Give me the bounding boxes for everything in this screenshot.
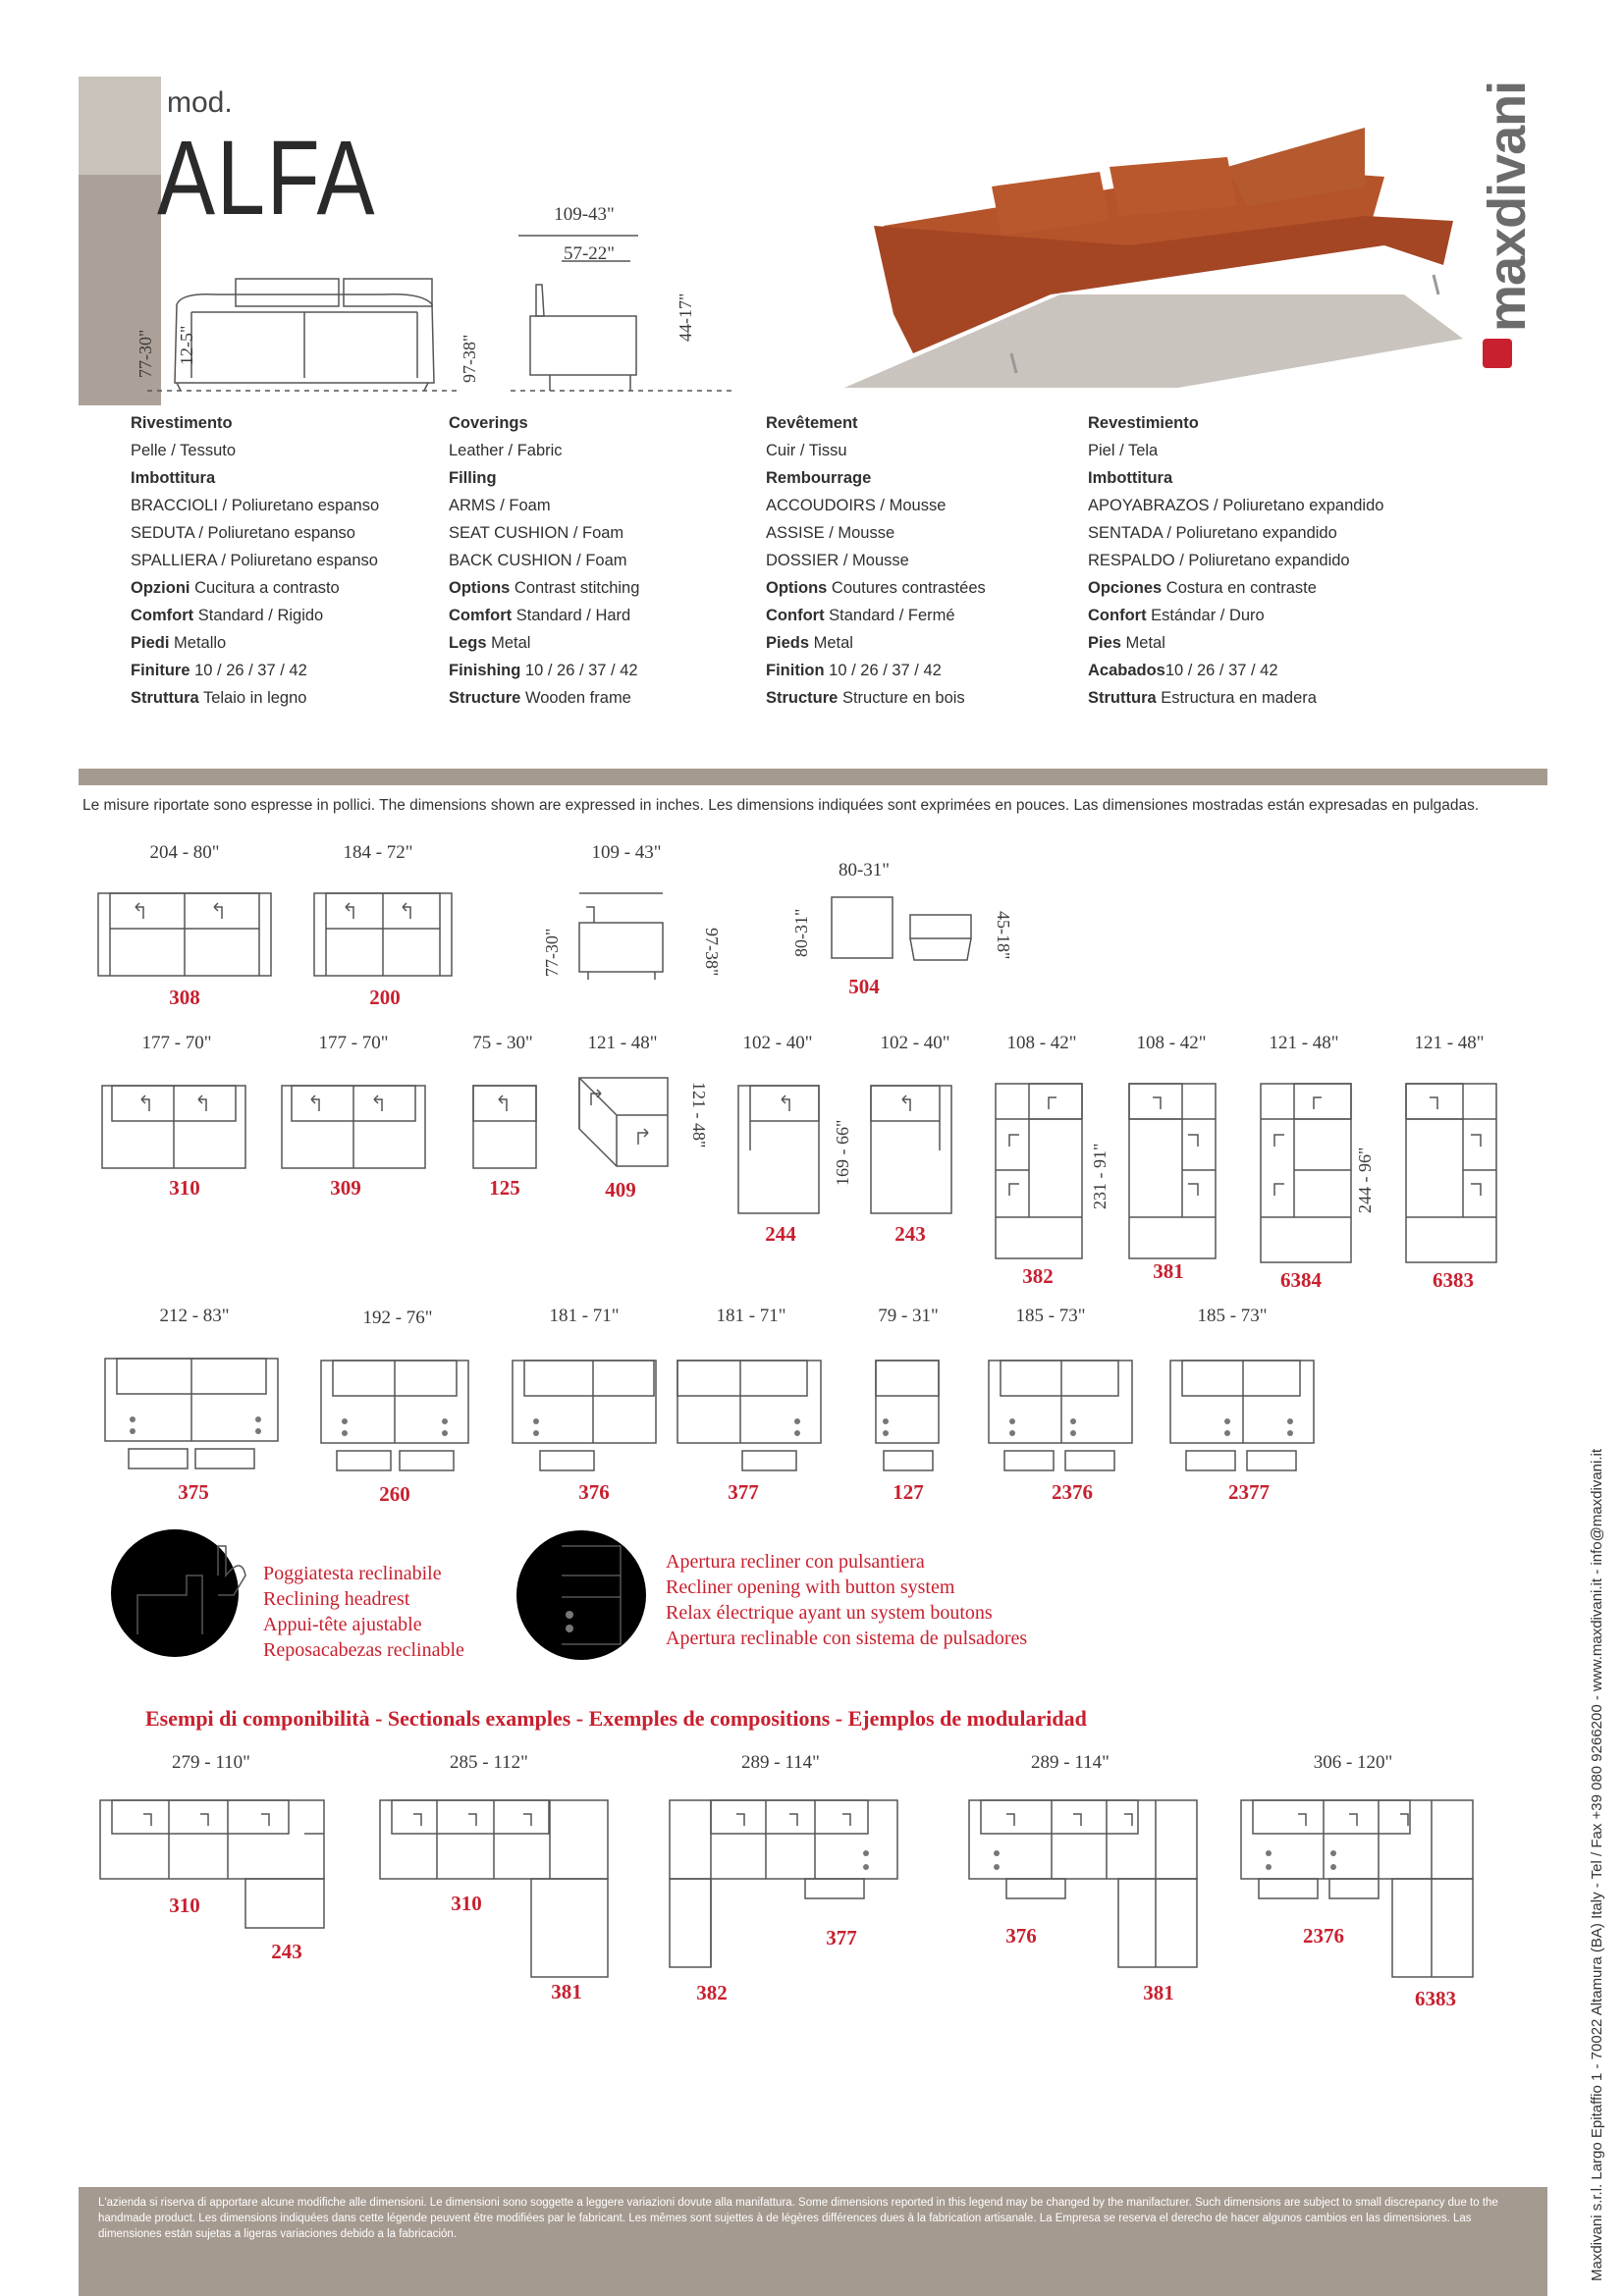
footer-text: L'azienda si riserva di apportare alcune modifiche alle dimensioni. Le dimensioni sono soggette a leggere variazioni dovute alla manifattura. Some dimensions reported in this legend may be changed by the manifacturer. Such dimensions are subject to small discrepancy due to the handmade product. Les dimensions indiquées dans cette légende peuvent être modifiées par le fabricant. Les mêmes sont sujettes à de légères différences dues à la fabrication artisanale. La Empresa se reserva el derecho de hacer algunos cambios en las dimensiones. Las dimensiones están sujetas a ligeras variaciones debido a la fabricación. <box>98 2197 1498 2240</box>
example-2-dim: 285 - 112" <box>450 1752 528 1773</box>
spec-line <box>449 574 639 602</box>
spec-text: Estructura en madera <box>1156 689 1317 707</box>
spec-heading: Opciones <box>1088 579 1163 597</box>
spec-text: Standard / Rigido <box>193 607 324 624</box>
spec-heading: Comfort <box>449 607 513 624</box>
dim-pouf: 80-31" <box>838 860 891 881</box>
spec-text: Metallo <box>169 634 227 652</box>
legend-recliner-es: Apertura reclinable con sistema de pulsadores <box>666 1628 1028 1649</box>
spec-heading: Piedi <box>131 634 170 652</box>
spec-text: Coutures contrastées <box>827 579 986 597</box>
code-409: 409 <box>605 1178 636 1201</box>
code-504: 504 <box>848 975 880 998</box>
legend-headrest-it: Poggiatesta reclinabile <box>263 1563 442 1584</box>
dim-6383: 121 - 48" <box>1414 1033 1485 1053</box>
dim-382: 108 - 42" <box>1006 1033 1077 1053</box>
spec-text: ARMS / Foam <box>449 497 551 514</box>
dim-381: 108 - 42" <box>1136 1033 1207 1053</box>
spec-text: ACCOUDOIRS / Mousse <box>766 497 947 514</box>
spec-text: Costura en contraste <box>1162 579 1317 597</box>
code-6384: 6384 <box>1280 1268 1322 1292</box>
spec-line <box>449 629 639 657</box>
dim-2376: 185 - 73" <box>1015 1306 1086 1326</box>
example-5-dim: 306 - 120" <box>1313 1752 1393 1773</box>
module-375-drawing <box>103 1355 280 1472</box>
spec-text: Telaio in legno <box>198 689 307 707</box>
module-309-drawing <box>280 1082 427 1170</box>
spec-text: Metal <box>486 634 531 652</box>
spec-heading: Confort <box>1088 607 1147 624</box>
code-260: 260 <box>379 1482 410 1506</box>
examples-title: Esempi di componibilità - Sectionals examples - Exemples de compositions - Ejemplos de modularidad <box>145 1706 1087 1731</box>
module-127-drawing <box>874 1357 943 1474</box>
module-243-drawing <box>869 1082 957 1219</box>
spec-text: 10 / 26 / 37 / 42 <box>189 662 307 679</box>
spec-line <box>449 464 639 492</box>
dim-side-height: 77-30" <box>542 928 562 977</box>
spec-line <box>1088 547 1383 574</box>
spec-text: BRACCIOLI / Poliuretano espanso <box>131 497 380 514</box>
header-tab-light <box>79 77 161 175</box>
spec-heading: Revêtement <box>766 414 858 432</box>
module-377-drawing <box>676 1357 823 1474</box>
example-4-code-b: 381 <box>1143 1981 1174 2004</box>
spec-line <box>1088 629 1383 657</box>
spec-line <box>449 409 639 437</box>
dim-125: 75 - 30" <box>472 1033 533 1053</box>
spec-line <box>131 492 379 519</box>
module-310-drawing <box>100 1082 247 1170</box>
example-4-dim: 289 - 114" <box>1031 1752 1110 1773</box>
example-3-code-a: 382 <box>696 1981 728 2004</box>
spec-text: BACK CUSHION / Foam <box>449 552 627 569</box>
spec-line <box>449 684 639 712</box>
example-3-dim: 289 - 114" <box>741 1752 820 1773</box>
legend-recliner-it: Apertura recliner con pulsantiera <box>666 1551 925 1573</box>
module-200-drawing <box>312 889 455 978</box>
example-5-code-b: 6383 <box>1415 1987 1456 2010</box>
spec-heading: Finishing <box>449 662 521 679</box>
dim-244: 102 - 40" <box>742 1033 813 1053</box>
spec-heading: Finiture <box>131 662 190 679</box>
code-308: 308 <box>169 986 200 1009</box>
spec-line <box>449 602 639 629</box>
spec-text: 10 / 26 / 37 / 42 <box>1164 662 1278 679</box>
spec-line <box>766 492 986 519</box>
spec-heading: Pies <box>1088 634 1121 652</box>
brand-logo-box <box>1483 339 1512 368</box>
spec-line <box>131 629 379 657</box>
example-1-dim: 279 - 110" <box>172 1752 250 1773</box>
dim-127: 79 - 31" <box>878 1306 939 1326</box>
spec-text: Wooden frame <box>520 689 631 707</box>
spec-text: SENTADA / Poliuretano expandido <box>1088 524 1337 542</box>
spec-text: SEDUTA / Poliuretano espanso <box>131 524 355 542</box>
dim-376: 181 - 71" <box>549 1306 620 1326</box>
dim-243: 102 - 40" <box>880 1033 950 1053</box>
dim-260: 192 - 76" <box>362 1308 433 1328</box>
spec-line <box>1088 437 1383 464</box>
spec-spanish <box>1088 409 1383 712</box>
spec-line <box>766 574 986 602</box>
example-4-code-a: 376 <box>1005 1924 1037 1948</box>
dim-308: 204 - 80" <box>149 842 220 863</box>
spec-text: Estándar / Duro <box>1146 607 1265 624</box>
code-125: 125 <box>489 1176 520 1200</box>
spec-line <box>449 492 639 519</box>
spec-line <box>449 657 639 684</box>
sofa-side-view-drawing <box>511 226 746 402</box>
example-2-code-b: 381 <box>551 1980 582 2003</box>
spec-text: ASSISE / Mousse <box>766 524 895 542</box>
spec-text: DOSSIER / Mousse <box>766 552 909 569</box>
module-308-drawing <box>96 889 273 978</box>
spec-heading: Imbottitura <box>131 469 216 487</box>
module-376-drawing <box>511 1357 658 1474</box>
spec-text: 10 / 26 / 37 / 42 <box>824 662 942 679</box>
spec-line <box>449 437 639 464</box>
dim-244-depth: 169 - 66" <box>833 1119 852 1186</box>
code-2377: 2377 <box>1228 1480 1270 1504</box>
dim-310: 177 - 70" <box>141 1033 212 1053</box>
spec-heading: Struttura <box>1088 689 1157 707</box>
recliner-button-icon <box>513 1526 655 1669</box>
dim-side-raised: 97-38" <box>702 928 722 977</box>
spec-line <box>131 437 379 464</box>
spec-line <box>1088 492 1383 519</box>
spec-heading: Imbottitura <box>1088 469 1173 487</box>
dim-6384-depth: 244 - 96" <box>1355 1147 1375 1213</box>
spec-french <box>766 409 986 712</box>
dim-309: 177 - 70" <box>318 1033 389 1053</box>
code-309: 309 <box>330 1176 361 1200</box>
spec-line <box>1088 684 1383 712</box>
spec-text: Metal <box>1120 634 1165 652</box>
module-6383-drawing <box>1404 1080 1502 1266</box>
spec-text: Cucitura a contrasto <box>189 579 340 597</box>
dim-375: 212 - 83" <box>159 1306 230 1326</box>
code-377: 377 <box>728 1480 759 1504</box>
spec-line <box>131 519 379 547</box>
spec-line <box>131 574 379 602</box>
dim-seat-depth: 57-22" <box>563 243 616 264</box>
module-382-drawing <box>994 1080 1087 1261</box>
dim-height-raised: 97-38" <box>460 334 479 383</box>
dim-200: 184 - 72" <box>343 842 413 863</box>
spec-heading: Rivestimento <box>131 414 233 432</box>
spec-line <box>131 464 379 492</box>
spec-line <box>449 519 639 547</box>
spec-line <box>1088 602 1383 629</box>
example-2-code-a: 310 <box>451 1892 482 1915</box>
spec-heading: Options <box>449 579 511 597</box>
mod-label: mod. <box>167 86 233 119</box>
spec-line <box>1088 574 1383 602</box>
spec-text: Pelle / Tessuto <box>131 442 237 459</box>
legend-headrest <box>263 1561 464 1663</box>
example-5-drawing <box>1239 1796 1480 1983</box>
spec-text: RESPALDO / Poliuretano expandido <box>1088 552 1350 569</box>
spec-line <box>1088 657 1383 684</box>
side-contact: Maxdivani s.r.l. Largo Epitaffio 1 - 70022 Altamura (BA) Italy - Tel / Fax +39 080 9266200 - www.maxdivani.it - info@maxdivani.it <box>1589 1449 1605 2281</box>
module-381-drawing <box>1127 1080 1220 1261</box>
spec-line <box>1088 409 1383 437</box>
legend-recliner <box>666 1549 1027 1651</box>
spec-heading: Pieds <box>766 634 810 652</box>
spec-line <box>766 437 986 464</box>
dim-pouf-depth: 80-31" <box>791 908 811 957</box>
spec-text: Cuir / Tissu <box>766 442 847 459</box>
example-3-code-b: 377 <box>826 1926 857 1949</box>
module-125-drawing <box>471 1082 540 1170</box>
spec-heading: Acabados <box>1088 662 1165 679</box>
legend-headrest-fr: Appui-tête ajustable <box>263 1614 422 1635</box>
spec-line <box>766 657 986 684</box>
spec-line <box>131 602 379 629</box>
spec-line <box>766 464 986 492</box>
spec-text: Standard / Hard <box>512 607 631 624</box>
module-side-drawing <box>574 883 673 982</box>
code-381: 381 <box>1153 1259 1184 1283</box>
example-1-code-a: 310 <box>169 1894 200 1917</box>
example-1-code-b: 243 <box>271 1940 302 1963</box>
spec-text: Metal <box>809 634 853 652</box>
spec-line <box>766 629 986 657</box>
dim-6384: 121 - 48" <box>1269 1033 1339 1053</box>
headrest-icon <box>108 1526 245 1664</box>
module-260-drawing <box>319 1357 471 1474</box>
spec-heading: Struttura <box>131 689 199 707</box>
spec-heading: Structure <box>766 689 839 707</box>
spec-english <box>449 409 639 712</box>
code-6383: 6383 <box>1433 1268 1474 1292</box>
model-name: ALFA <box>157 118 377 237</box>
spec-text: Structure en bois <box>838 689 965 707</box>
legend-headrest-en: Reclining headrest <box>263 1588 410 1610</box>
spec-heading: Finition <box>766 662 825 679</box>
dim-pouf-height: 45-18" <box>994 911 1013 960</box>
module-409-drawing <box>577 1076 676 1174</box>
spec-line <box>449 547 639 574</box>
dim-width-depth: 109-43" <box>554 204 615 225</box>
legend-recliner-en: Recliner opening with button system <box>666 1576 955 1598</box>
spec-heading: Structure <box>449 689 521 707</box>
spec-line <box>766 519 986 547</box>
module-2377-drawing <box>1168 1357 1316 1474</box>
spec-text: Contrast stitching <box>510 579 640 597</box>
code-382: 382 <box>1022 1264 1054 1288</box>
section-divider <box>79 769 1547 785</box>
code-310: 310 <box>169 1176 200 1200</box>
spec-line <box>1088 464 1383 492</box>
dim-409: 121 - 48" <box>587 1033 658 1053</box>
spec-text: Standard / Fermé <box>824 607 955 624</box>
spec-heading: Comfort <box>131 607 194 624</box>
spec-text: SPALLIERA / Poliuretano espanso <box>131 552 378 569</box>
legend-recliner-fr: Relax électrique ayant un system boutons <box>666 1602 993 1624</box>
spec-line <box>131 684 379 712</box>
spec-heading: Options <box>766 579 828 597</box>
dim-409-depth: 121 - 48" <box>689 1082 709 1148</box>
spec-text: SEAT CUSHION / Foam <box>449 524 624 542</box>
spec-text: APOYABRAZOS / Poliuretano expandido <box>1088 497 1384 514</box>
spec-text: 10 / 26 / 37 / 42 <box>520 662 638 679</box>
module-244-drawing <box>736 1082 825 1219</box>
dim-2377: 185 - 73" <box>1197 1306 1268 1326</box>
dim-height-left: 77-30" <box>135 329 155 378</box>
dim-arm-height: 12-5" <box>177 325 196 365</box>
spec-text: Piel / Tela <box>1088 442 1159 459</box>
spec-line <box>766 547 986 574</box>
spec-heading: Legs <box>449 634 487 652</box>
spec-line <box>766 684 986 712</box>
spec-line <box>131 409 379 437</box>
code-200: 200 <box>369 986 401 1009</box>
code-244: 244 <box>765 1222 796 1246</box>
sofa-product-photo <box>815 128 1483 388</box>
dim-382-depth: 231 - 91" <box>1090 1143 1110 1209</box>
spec-heading: Revestimiento <box>1088 414 1199 432</box>
dim-377: 181 - 71" <box>716 1306 786 1326</box>
spec-heading: Coverings <box>449 414 528 432</box>
module-2376-drawing <box>987 1357 1134 1474</box>
code-243: 243 <box>894 1222 926 1246</box>
spec-line <box>131 657 379 684</box>
code-2376: 2376 <box>1052 1480 1093 1504</box>
spec-heading: Filling <box>449 469 497 487</box>
example-5-code-a: 2376 <box>1303 1924 1344 1948</box>
measures-note: Le misure riportate sono espresse in pollici. The dimensions shown are expressed in inches. Les dimensions indiquées sont exprimées en pouces. Las dimensiones mostradas están expresadas en pulgadas. <box>82 797 1480 814</box>
spec-line <box>131 547 379 574</box>
code-375: 375 <box>178 1480 209 1504</box>
code-127: 127 <box>893 1480 924 1504</box>
spec-heading: Rembourrage <box>766 469 872 487</box>
spec-italian <box>131 409 379 712</box>
dim-seat-height: 44-17" <box>676 293 695 342</box>
dim-side: 109 - 43" <box>591 842 662 863</box>
spec-line <box>766 602 986 629</box>
spec-heading: Confort <box>766 607 825 624</box>
spec-heading: Opzioni <box>131 579 190 597</box>
code-376: 376 <box>578 1480 610 1504</box>
brand-logo: maxdivani <box>1478 80 1537 332</box>
legend-headrest-es: Reposacabezas reclinable <box>263 1639 464 1661</box>
example-2-drawing <box>378 1796 614 1983</box>
module-6384-drawing <box>1259 1080 1357 1266</box>
spec-line <box>1088 519 1383 547</box>
spec-text: Leather / Fabric <box>449 442 563 459</box>
spec-line <box>766 409 986 437</box>
